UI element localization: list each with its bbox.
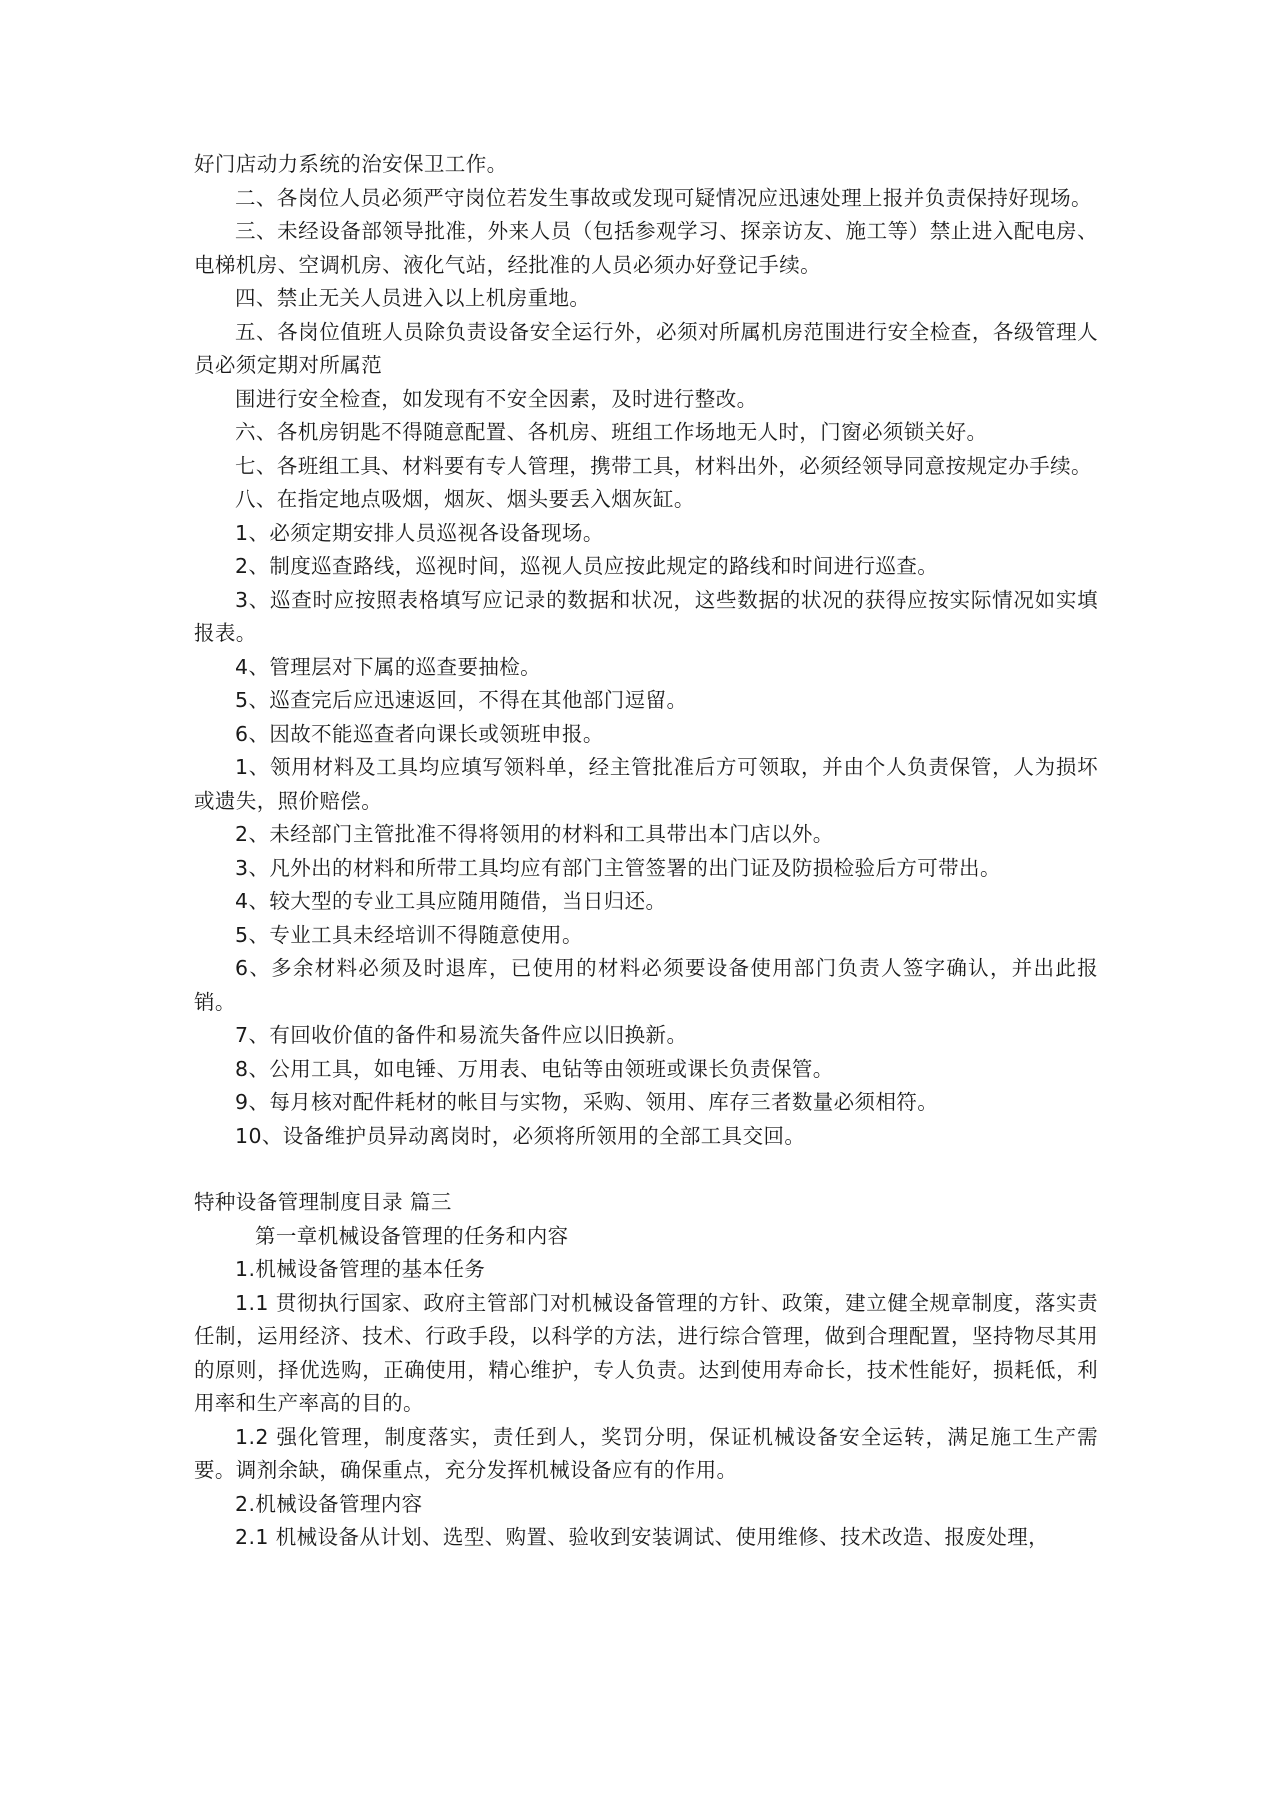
tool-item-3: 3、凡外出的材料和所带工具均应有部门主管签署的出门证及防损检验后方可带出。 (235, 855, 1001, 880)
subsection-heading-2: 2.机械设备管理内容 (235, 1491, 423, 1516)
document-body (194, 148, 1098, 1555)
chapter-title: 第一章机械设备管理的任务和内容 (255, 1223, 569, 1248)
patrol-item-6: 6、因故不能巡查者向课长或领班申报。 (235, 721, 604, 746)
section-title: 特种设备管理制度目录 篇三 (194, 1190, 452, 1214)
tool-item-2: 2、未经部门主管批准不得将领用的材料和工具带出本门店以外。 (235, 822, 834, 846)
tool-item-10: 10、设备维护员异动离岗时，必须将所领用的全部工具交回。 (235, 1123, 806, 1148)
rule-item-2: 二、各岗位人员必须严守岗位若发生事故或发现可疑情况应迅速处理上报并负责保持好现场。 (235, 185, 1092, 210)
tool-item-4: 4、较大型的专业工具应随用随借，当日归还。 (235, 889, 667, 913)
tool-item-8: 8、公用工具，如电锤、万用表、电钻等由领班或课长负责保管。 (235, 1056, 834, 1081)
tool-item-5: 5、专业工具未经培训不得随意使用。 (235, 922, 583, 947)
patrol-item-4: 4、管理层对下属的巡查要抽检。 (235, 654, 542, 679)
clause-1-2: 1.2 强化管理，制度落实，责任到人，奖罚分明，保证机械设备安全运转，满足施工生产需要。调剂余缺，确保重点，充分发挥机械设备应有的作用。 (194, 1424, 1098, 1482)
patrol-item-3: 3、巡查时应按照表格填写应记录的数据和状况，这些数据的状况的获得应按实际情况如实填报表。 (194, 587, 1098, 645)
patrol-item-2: 2、制度巡查路线，巡视时间，巡视人员应按此规定的路线和时间进行巡查。 (235, 554, 939, 578)
rule-item-7: 七、各班组工具、材料要有专人管理，携带工具，材料出外，必须经领导同意按规定办手续。 (235, 453, 1092, 478)
clause-2-1: 2.1 机械设备从计划、选型、购置、验收到安装调试、使用维修、技术改造、报废处理， (235, 1525, 1050, 1549)
clause-1-1: 1.1 贯彻执行国家、政府主管部门对机械设备管理的方针、政策，建立健全规章制度，落实责任制，运用经济、技术、行政手段，以科学的方法，进行综合管理，做到合理配置，坚持物尽其用的原则，择优选购，正确使用，精心维护，专人负责。达到使用寿命长，技术性能好，损耗低，利用率和生产率高的目的。 (194, 1290, 1098, 1415)
subsection-heading-1: 1.机械设备管理的基本任务 (235, 1257, 486, 1281)
tool-item-1: 1、领用材料及工具均应填写领料单，经主管批准后方可领取，并由个人负责保管，人为损坏或遗失，照价赔偿。 (194, 755, 1098, 813)
rule-item-5: 五、各岗位值班人员除负责设备安全运行外，必须对所属机房范围进行安全检查，各级管理人员必须定期对所属范 (194, 319, 1098, 377)
patrol-item-5: 5、巡查完后应迅速返回，不得在其他部门逗留。 (235, 688, 688, 712)
tool-item-7: 7、有回收价值的备件和易流失备件应以旧换新。 (235, 1023, 688, 1047)
rule-item-5-continued: 围进行安全检查，如发现有不安全因素，及时进行整改。 (235, 386, 758, 411)
rule-item-3: 三、未经设备部领导批准，外来人员（包括参观学习、探亲访友、施工等）禁止进入配电房、电梯机房、空调机房、液化气站，经批准的人员必须办好登记手续。 (194, 219, 1098, 277)
tool-item-6: 6、多余材料必须及时退库，已使用的材料必须要设备使用部门负责人签字确认，并出此报销。 (194, 956, 1098, 1014)
patrol-item-1: 1、必须定期安排人员巡视各设备现场。 (235, 520, 604, 545)
rule-item-6: 六、各机房钥匙不得随意配置、各机房、班组工作场地无人时，门窗必须锁关好。 (235, 420, 988, 444)
rule-item-8: 八、在指定地点吸烟，烟灰、烟头要丢入烟灰缸。 (235, 487, 695, 511)
tool-item-9: 9、每月核对配件耗材的帐目与实物，采购、领用、库存三者数量必须相符。 (235, 1090, 939, 1114)
paragraph-continuation: 好门店动力系统的治安保卫工作。 (194, 152, 508, 176)
rule-item-4: 四、禁止无关人员进入以上机房重地。 (235, 286, 591, 310)
